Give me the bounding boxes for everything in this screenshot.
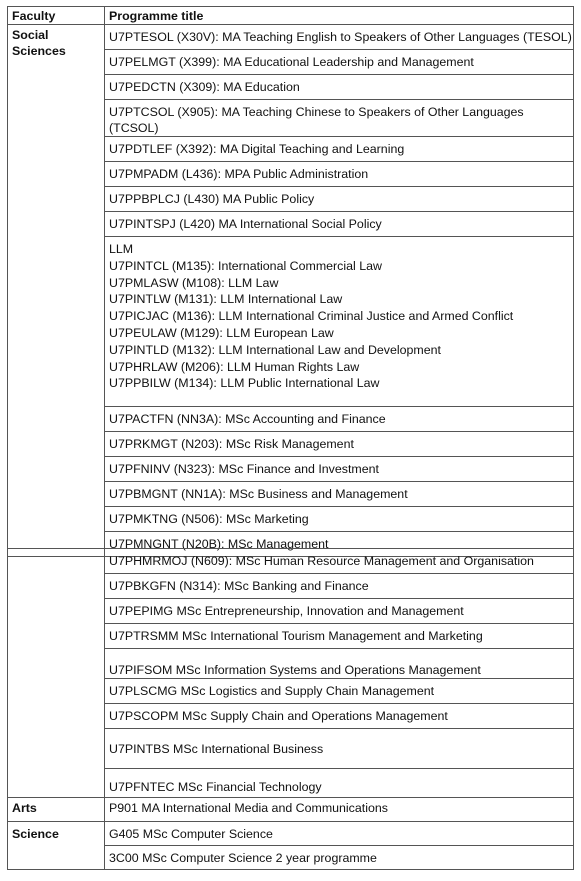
programme-cell: U7PSCOPM MSc Supply Chain and Operations Management [105, 704, 574, 729]
programme-cell: U7PHMRMOJ (N609): MSc Human Resource Management and Organisation [105, 549, 574, 574]
programme-cell: U7PBKGFN (N314): MSc Banking and Finance [105, 574, 574, 599]
programme-cell: U7PMPADM (L436): MPA Public Administration [105, 162, 574, 187]
llm-item: U7PICJAC (M136): LLM International Criminal Justice and Armed Conflict [109, 309, 514, 324]
programme-cell: U7PMNGNT (N20B): MSc Management [105, 532, 574, 557]
programme-cell: U7PEPIMG MSc Entrepreneurship, Innovation and Management [105, 599, 574, 624]
programme-cell: U7PPBPLCJ (L430) MA Public Policy [105, 187, 574, 212]
llm-item: U7PINTLD (M132): LLM International Law and Development [109, 342, 441, 357]
programme-table-2 [7, 548, 574, 870]
programme-header: Programme title [105, 7, 574, 25]
header-row [8, 7, 574, 25]
programme-cell: U7PFNINV (N323): MSc Finance and Investment [105, 457, 574, 482]
llm-item: U7PHRLAW (M206): LLM Human Rights Law [109, 359, 360, 374]
faculty-continued-cell [8, 549, 105, 798]
programme-cell: P901 MA International Media and Communications [105, 798, 574, 822]
programme-cell: U7PTESOL (X30V): MA Teaching English to Speakers of Other Languages (TESOL) [105, 25, 574, 50]
programme-cell: U7PFNTEC MSc Financial Technology [105, 769, 574, 798]
llm-item: U7PEULAW (M129): LLM European Law [109, 325, 334, 340]
faculty-social-sciences: Social Sciences [8, 25, 105, 557]
programme-cell: U7PDTLEF (X392): MA Digital Teaching and Learning [105, 137, 574, 162]
programme-cell: U7PMKTNG (N506): MSc Marketing [105, 507, 574, 532]
llm-item: U7PPBILW (M134): LLM Public International Law [109, 376, 380, 391]
programme-cell: U7PINTSPJ (L420) MA International Social Policy [105, 212, 574, 237]
programme-cell: G405 MSc Computer Science [105, 822, 574, 846]
programme-table-1 [7, 6, 574, 557]
llm-item: U7PMLASW (M108): LLM Law [109, 275, 279, 290]
programme-cell: U7PRKMGT (N203): MSc Risk Management [105, 432, 574, 457]
faculty-header: Faculty [8, 7, 105, 25]
programme-cell: U7PIFSOM MSc Information Systems and Operations Management [105, 649, 574, 679]
programme-cell: U7PACTFN (NN3A): MSc Accounting and Finance [105, 407, 574, 432]
llm-programmes-cell [105, 237, 574, 407]
llm-heading: LLM [109, 242, 134, 256]
llm-item: U7PINTCL (M135): International Commercial Law [109, 258, 382, 273]
programme-cell: 3C00 MSc Computer Science 2 year programme [105, 846, 574, 870]
programme-cell: U7PBMGNT (NN1A): MSc Business and Management [105, 482, 574, 507]
programme-cell: U7PELMGT (X399): MA Educational Leadership and Management [105, 50, 574, 75]
programme-cell: U7PINTBS MSc International Business [105, 729, 574, 769]
programme-cell: U7PLSCMG MSc Logistics and Supply Chain Management [105, 679, 574, 704]
faculty-science: Science [8, 822, 105, 870]
programme-cell: U7PEDCTN (X309): MA Education [105, 75, 574, 100]
programme-cell: U7PTRSMM MSc International Tourism Management and Marketing [105, 624, 574, 649]
llm-item: U7PINTLW (M131): LLM International Law [109, 292, 343, 307]
programme-cell: U7PTCSOL (X905): MA Teaching Chinese to Speakers of Other Languages (TCSOL) [105, 100, 574, 137]
faculty-arts: Arts [8, 798, 105, 822]
